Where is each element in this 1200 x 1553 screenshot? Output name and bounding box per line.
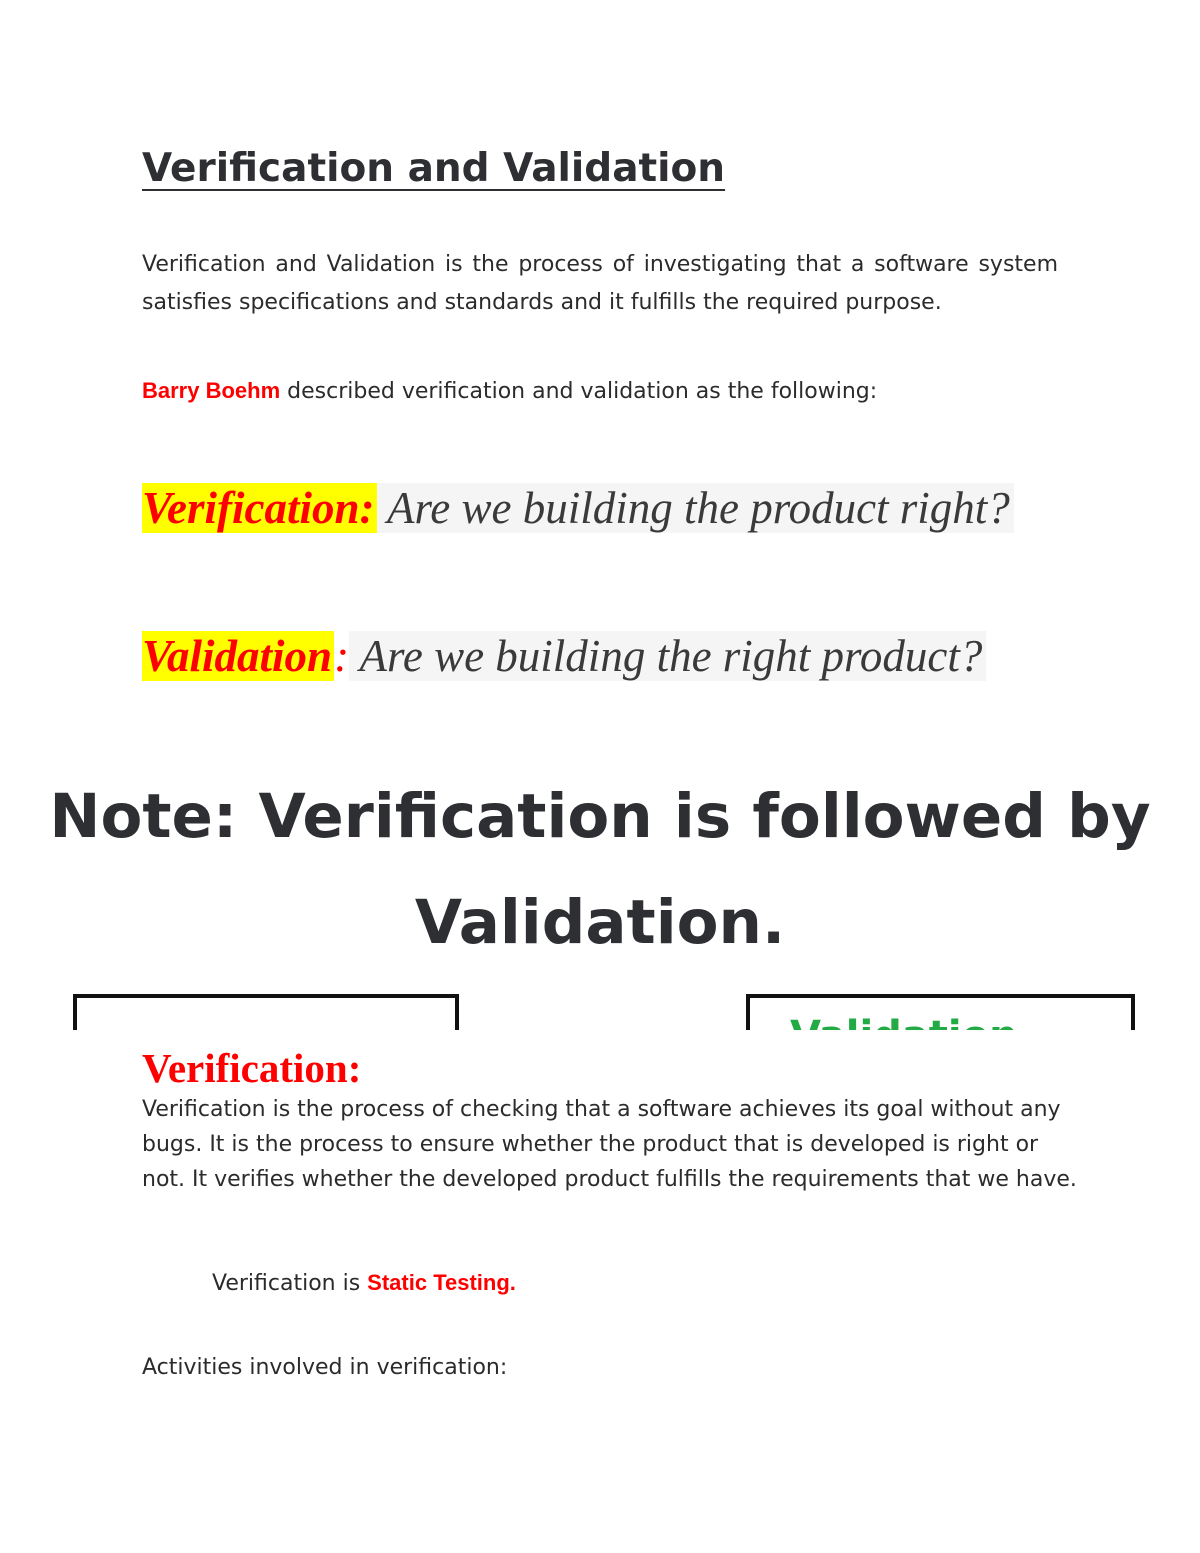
validation-term: Validation [142, 631, 333, 681]
verification-section-heading: Verification: [142, 1045, 362, 1091]
activities-heading: Activities involved in verification: [142, 1355, 508, 1380]
static-testing-statement [212, 1265, 516, 1301]
note-heading: Note: Verification is followed by Validation. [49, 781, 1151, 958]
verification-term-colon: : [359, 483, 375, 533]
boehm-statement [142, 375, 877, 408]
verification-term [142, 483, 377, 533]
validation-question: Are we building the right product? [349, 631, 986, 681]
verification-question: Are we building the product right? [377, 483, 1014, 533]
verification-quote [142, 480, 1014, 536]
intro-paragraph: Verification and Validation is the process of investigating that a software system satisfies specifications and standards and it fulfills the required purpose. [142, 252, 1058, 315]
validation-term-colon: : [334, 631, 350, 681]
verification-box-frame [73, 994, 459, 1034]
validation-quote [142, 628, 986, 684]
verification-definition: Verification is the process of checking that a software achieves its goal without any bugs. It is the process to ensure whether the product that is developed is right or not. It verifies whether the developed product fulfills the requirements that we have. [142, 1097, 1077, 1192]
static-testing-prefix: Verification is [212, 1271, 368, 1296]
page-title: Verification and Validation [142, 146, 726, 191]
static-testing-term: Static Testing. [367, 1270, 516, 1295]
validation-box-frame [746, 994, 1135, 1034]
verification-term-text: Verification [142, 483, 360, 533]
boehm-statement-text: described verification and validation as the following: [280, 379, 878, 404]
author-name: Barry Boehm [142, 378, 281, 403]
